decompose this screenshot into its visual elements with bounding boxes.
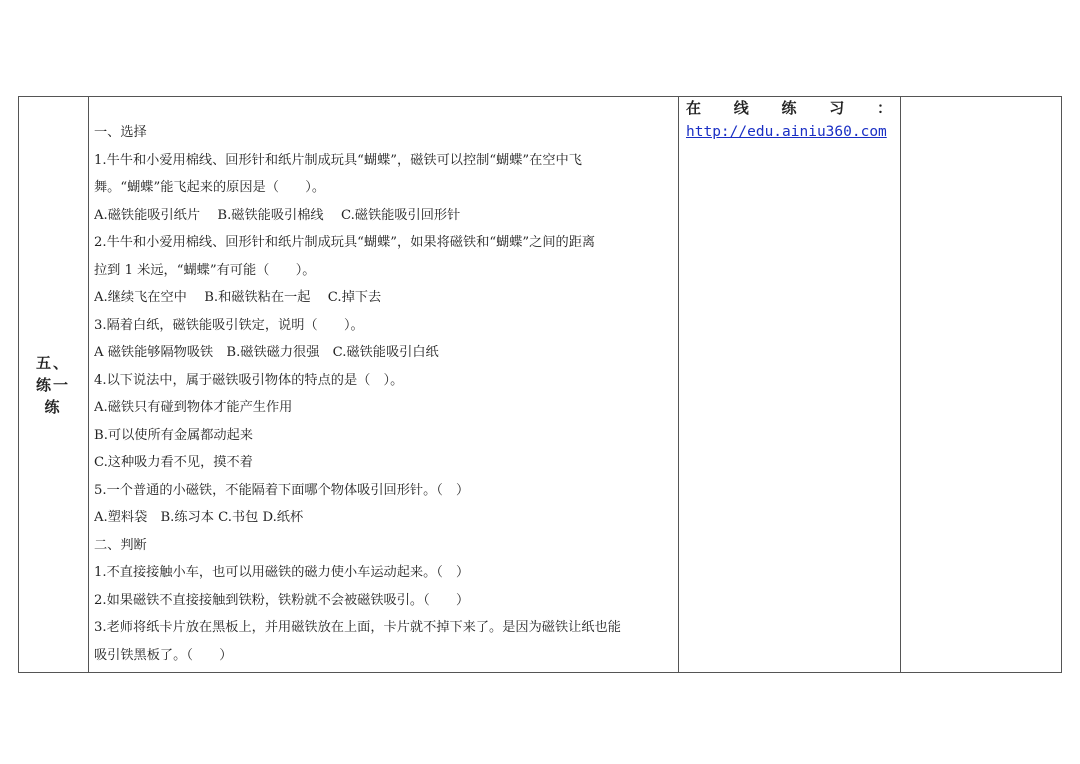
content-line: C.这种吸力看不见，摸不着: [94, 455, 253, 470]
exercise-table: [18, 96, 1062, 673]
content-line: 2.牛牛和小爱用棉线、回形针和纸片制成玩具“蝴蝶”，如果将磁铁和“蝴蝶”之间的距离: [94, 235, 596, 250]
online-title-char: ：: [876, 99, 892, 117]
content-line: A 磁铁能够隔物吸铁 B.磁铁磁力很强 C.磁铁能吸引白纸: [94, 345, 439, 360]
online-practice-cell: [686, 96, 902, 144]
content-line: A.继续飞在空中 B.和磁铁粘在一起 C.掉下去: [94, 290, 382, 305]
content-line: 一、选择: [94, 125, 147, 140]
section-label-cell: [18, 96, 88, 673]
online-title-char: 练: [781, 99, 797, 117]
content-line: 4.以下说法中，属于磁铁吸引物体的特点的是（ ）。: [94, 372, 404, 388]
content-line: A.磁铁只有碰到物体才能产生作用: [94, 400, 293, 415]
content-line: 吸引铁黑板了。（ ）: [94, 647, 233, 663]
col-divider-1: [88, 96, 89, 673]
content-line: A.塑料袋 B.练习本 C.书包 D.纸杯: [94, 510, 304, 525]
content-line: A.磁铁能吸引纸片 B.磁铁能吸引棉线 C.磁铁能吸引回形针: [94, 207, 461, 223]
content-line: 舞。“蝴蝶”能飞起来的原因是（ ）。: [94, 180, 326, 195]
exercise-content: [94, 119, 679, 669]
online-title-char: 习: [829, 99, 845, 117]
table-right-border: [1061, 96, 1062, 673]
online-title-char: 线: [733, 99, 749, 117]
content-line: 1.牛牛和小爱用棉线、回形针和纸片制成玩具“蝴蝶”，磁铁可以控制“蝴蝶”在空中飞: [94, 152, 582, 168]
content-line: 二、判断: [94, 537, 147, 553]
online-practice-title: [686, 96, 902, 120]
content-line: 3.老师将纸卡片放在黑板上，并用磁铁放在上面，卡片就不掉下来了。是因为磁铁让纸也能: [94, 620, 621, 635]
content-line: 5.一个普通的小磁铁，不能隔着下面哪个物体吸引回形针。（ ）: [94, 482, 470, 498]
content-line: 3.隔着白纸，磁铁能吸引铁定，说明（ ）。: [94, 317, 364, 333]
content-line: 2.如果磁铁不直接接触到铁粉，铁粉就不会被磁铁吸引。（ ）: [94, 592, 470, 608]
content-line: 拉到 1 米远，“蝴蝶”有可能（ ）。: [94, 262, 316, 278]
table-top-border: [18, 96, 1062, 97]
online-practice-link[interactable]: http://edu.ainiu360.com: [686, 124, 887, 140]
table-bottom-border: [18, 672, 1062, 673]
content-line: B.可以使所有金属都动起来: [94, 427, 253, 443]
online-title-char: 在: [686, 99, 702, 117]
content-line: 1.不直接接触小车，也可以用磁铁的磁力使小车运动起来。（ ）: [94, 565, 470, 580]
section-label: 五、练一练: [35, 353, 70, 416]
col-divider-3: [900, 96, 901, 673]
